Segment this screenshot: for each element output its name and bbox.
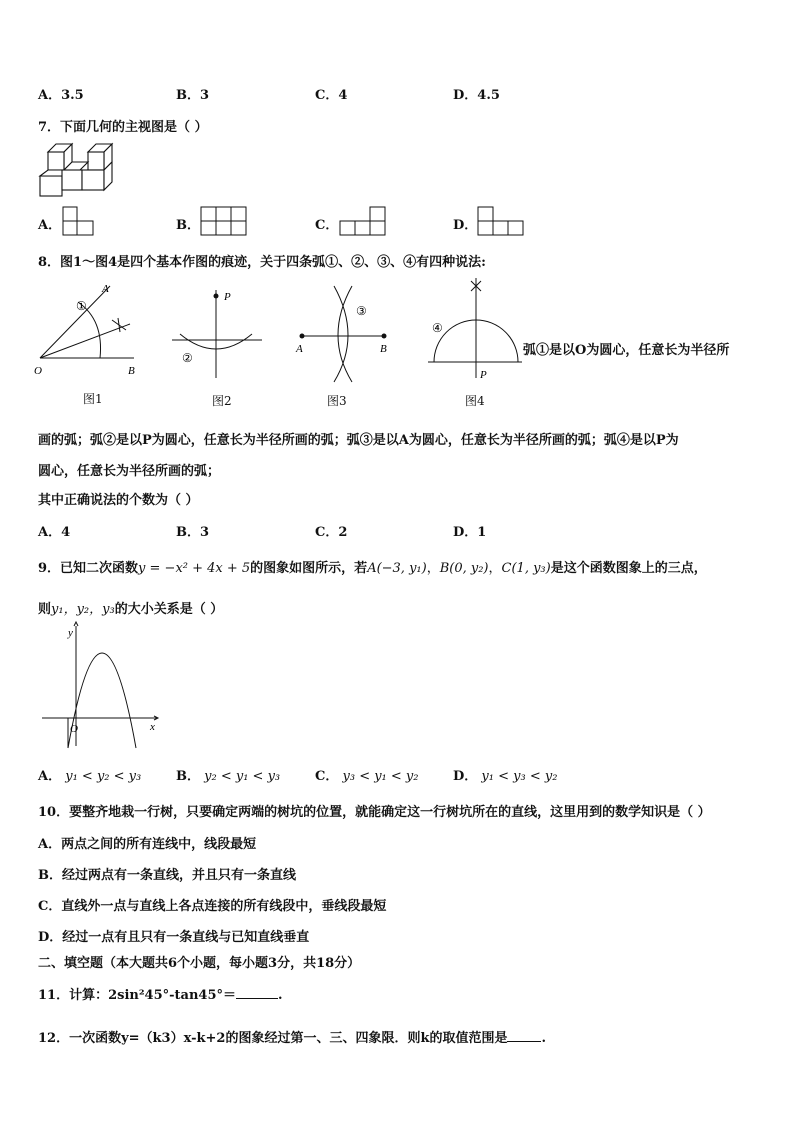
fig1-caption: 图1 bbox=[83, 392, 103, 406]
fig2-label-p: P bbox=[224, 291, 231, 303]
q9-point-b: B(0, y₂) bbox=[439, 561, 489, 576]
q7-cube-figure bbox=[38, 140, 128, 198]
q8-option-a: A．4 bbox=[38, 525, 71, 540]
q11-prefix: 11．计算：2sin²45°-tan45°＝ bbox=[38, 988, 236, 1003]
q12-suffix: . bbox=[541, 1031, 546, 1046]
q9-point-a: A(−3, y₁) bbox=[367, 561, 427, 576]
fig4-caption: 图4 bbox=[465, 394, 485, 408]
q6-option-a: A．3.5 bbox=[38, 88, 84, 103]
fig4-arc-label: ④ bbox=[432, 321, 443, 335]
fig3-caption: 图3 bbox=[327, 394, 347, 408]
q9-function: y = −x² + 4x + 5 bbox=[138, 561, 251, 576]
fig2-arc-label: ② bbox=[182, 351, 193, 365]
fig1-arc-label: ① bbox=[76, 299, 87, 313]
q8-figure-4 bbox=[422, 272, 532, 382]
q10-option-c: C．直线外一点与直线上各点连接的所有线段中，垂线段最短 bbox=[38, 899, 387, 914]
q8-stem: 8．图1～图4是四个基本作图的痕迹，关于四条弧①、②、③、④有四种说法: bbox=[38, 255, 486, 270]
q8-statement-line1: 弧①是以O为圆心，任意长为半径所 bbox=[523, 343, 730, 358]
q9-stem-prefix: 9．已知二次函数 bbox=[38, 561, 139, 576]
q7-stem: 7．下面几何的主视图是（ ） bbox=[38, 120, 208, 135]
q7-option-c-view bbox=[339, 206, 389, 236]
q7-option-d-view bbox=[477, 206, 527, 236]
fig4-label-p: P bbox=[480, 369, 487, 381]
q7-option-c-label: C． bbox=[315, 218, 339, 233]
q12-answer-blank[interactable] bbox=[507, 1041, 541, 1042]
q9-stem-line2 bbox=[38, 598, 223, 617]
q8-figure-2 bbox=[168, 282, 268, 382]
fig1-label-o: O bbox=[34, 365, 42, 377]
q9-point-c: C(1, y₃) bbox=[501, 561, 551, 576]
q11 bbox=[38, 984, 283, 1003]
q9-option-d: D． y₁ < y₃ < y₂ bbox=[453, 769, 558, 784]
q6-option-b: B．3 bbox=[176, 88, 210, 103]
q8-option-c: C．2 bbox=[315, 525, 348, 540]
q8-option-d: D．1 bbox=[453, 525, 487, 540]
fig2-caption: 图2 bbox=[212, 394, 232, 408]
q8-figure-1 bbox=[30, 280, 150, 380]
section2-title: 二、填空题（本大题共6个小题，每小题3分，共18分） bbox=[38, 956, 361, 971]
q8-question: 其中正确说法的个数为（ ） bbox=[38, 493, 199, 508]
q7-option-a-label: A． bbox=[38, 218, 62, 233]
q6-option-c: C．4 bbox=[315, 88, 348, 103]
q7-option-d-label: D． bbox=[453, 218, 478, 233]
q7-option-b-label: B． bbox=[176, 218, 200, 233]
q9-option-c: C． y₃ < y₁ < y₂ bbox=[315, 769, 419, 784]
q9-option-b: B． y₂ < y₁ < y₃ bbox=[176, 769, 281, 784]
q8-figure-3 bbox=[292, 282, 392, 382]
q10-stem: 10．要整齐地栽一行树，只要确定两端的树坑的位置，就能确定这一行树坑所在的直线，这里用到的数学知识是（ ） bbox=[38, 805, 711, 820]
q9-axis-y: y bbox=[68, 627, 73, 639]
q8-statement-line2: 画的弧；弧②是以P为圆心，任意长为半径所画的弧；弧③是以A为圆心，任意长为半径所画的弧；弧④是以P为 bbox=[38, 433, 679, 448]
fig1-label-b: B bbox=[128, 365, 135, 377]
q9-line2-prefix: 则 bbox=[38, 602, 52, 617]
q7-option-a-view bbox=[62, 206, 96, 236]
q9-axis-x: x bbox=[150, 721, 155, 733]
fig3-arc-label: ③ bbox=[356, 304, 367, 318]
q9-origin: O bbox=[70, 723, 78, 735]
q12-prefix: 12．一次函数y=（k3）x-k+2的图象经过第一、三、四象限．则k的取值范围是 bbox=[38, 1031, 508, 1046]
fig3-label-a: A bbox=[296, 343, 303, 355]
q9-stem-suffix: 是这个函数图象上的三点， bbox=[550, 561, 707, 576]
q7-option-b-view bbox=[200, 206, 250, 236]
q10-option-b: B．经过两点有一条直线，并且只有一条直线 bbox=[38, 868, 296, 883]
q9-option-a: A． y₁ < y₂ < y₃ bbox=[38, 769, 142, 784]
q6-option-d: D．4.5 bbox=[453, 88, 500, 103]
q9-line2-vars: y₁，y₂，y₃ bbox=[51, 602, 115, 617]
fig3-label-b: B bbox=[380, 343, 387, 355]
q9-stem-mid: 的图象如图所示，若 bbox=[250, 561, 368, 576]
q8-option-b: B．3 bbox=[176, 525, 210, 540]
q10-option-d: D．经过一点有且只有一条直线与已知直线垂直 bbox=[38, 930, 310, 945]
q8-statement-line3: 圆心，任意长为半径所画的弧； bbox=[38, 464, 221, 479]
q9-line2-suffix: 的大小关系是（ ） bbox=[114, 602, 224, 617]
q11-answer-blank[interactable] bbox=[236, 998, 278, 999]
fig1-label-a: A bbox=[102, 283, 109, 295]
q10-option-a: A．两点之间的所有连线中，线段最短 bbox=[38, 837, 257, 852]
q9-parabola-graph bbox=[40, 622, 162, 750]
q9-stem-line1: 9．已知二次函数y = −x² + 4x + 5的图象如图所示，若A(−3, y₁)，B(0, y₂)，C(1, y₃)是这个函数图象上的三点， bbox=[38, 561, 707, 576]
q12 bbox=[38, 1027, 546, 1046]
q11-suffix: . bbox=[278, 988, 283, 1003]
